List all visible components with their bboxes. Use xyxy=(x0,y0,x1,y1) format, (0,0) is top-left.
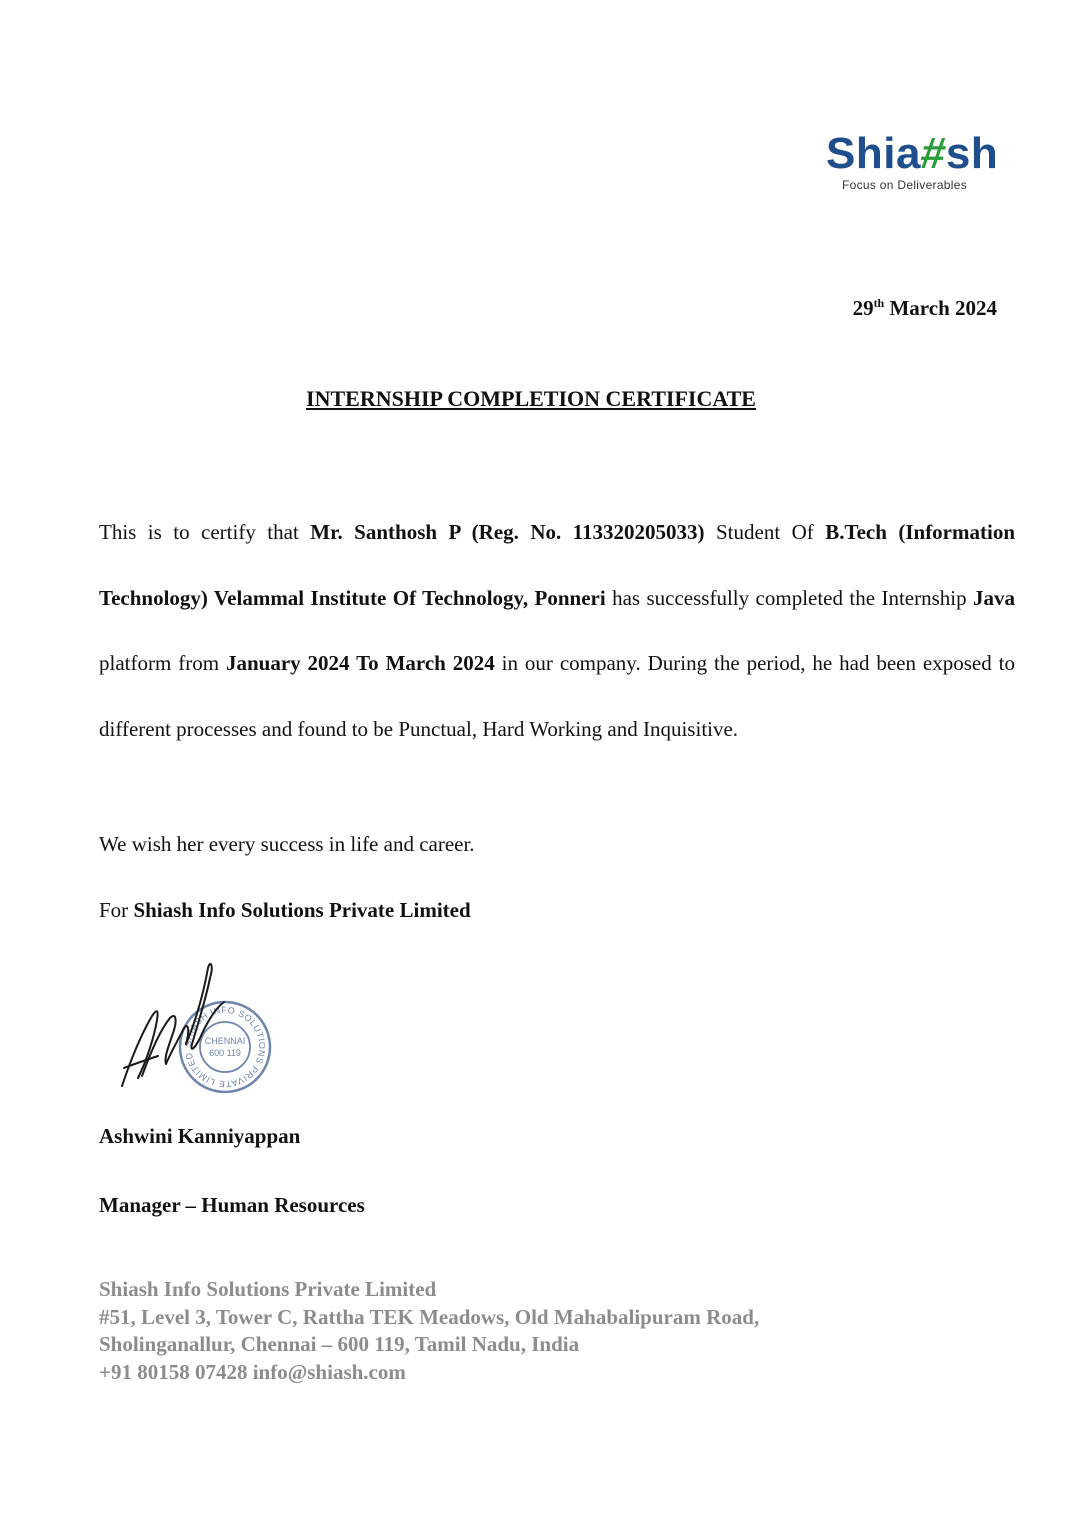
wish-line: We wish her every success in life and career. xyxy=(99,832,475,856)
logo-tagline: Focus on Deliverables xyxy=(842,178,968,192)
stamp-ring-text: SHIASH INFO SOLUTIONS PRIVATE LIMITED xyxy=(182,1004,268,1090)
certificate-title: INTERNSHIP COMPLETION CERTIFICATE xyxy=(306,386,756,411)
student-name-reg: Mr. Santhosh P (Reg. No. 113320205033) xyxy=(310,520,705,544)
internship-platform: Java xyxy=(973,585,1016,610)
for-company-name: Shiash Info Solutions Private Limited xyxy=(133,898,471,922)
footer-address-line-2: Sholinganallur, Chennai – 600 119, Tamil Nadu, India xyxy=(99,1332,580,1356)
stamp-city: CHENNAI xyxy=(204,1036,246,1046)
date-month-year: March 2024 xyxy=(889,296,997,320)
logo-word-end: sh xyxy=(945,129,999,178)
body-text-5: in our company. During the period, he had been exposed to different processes and found to be Punctual, Hard Working and Inquisitive. xyxy=(99,651,1015,741)
logo-word-start: Shia xyxy=(826,129,921,178)
signature-and-stamp xyxy=(112,958,272,1093)
logo-hash: # xyxy=(917,129,950,178)
date-suffix: th xyxy=(873,296,885,310)
company-logo xyxy=(826,128,1001,198)
footer-contact: +91 80158 07428 info@shiash.com xyxy=(99,1359,406,1384)
issue-date xyxy=(853,296,997,321)
stamp-pin: 600 119 xyxy=(209,1048,241,1058)
for-prefix: For xyxy=(99,898,134,922)
for-company-line xyxy=(99,898,471,923)
footer-address-line-1: #51, Level 3, Tower C, Rattha TEK Meadows, Old Mahabalipuram Road, xyxy=(99,1304,760,1329)
footer-company: Shiash Info Solutions Private Limited xyxy=(99,1277,437,1301)
handwritten-signature xyxy=(122,964,224,1086)
body-text-3: has successfully completed the Internship xyxy=(605,585,974,610)
footer-address-block xyxy=(99,1276,759,1386)
degree-institute: B.Tech (Information Technology) Velammal Institute Of Technology, Ponneri xyxy=(99,520,1016,610)
body-text-1: This is to certify that xyxy=(99,520,311,544)
signer-title: Manager – Human Resources xyxy=(99,1193,365,1217)
body-text-4: platform from xyxy=(99,651,226,675)
date-day: 29 xyxy=(852,296,874,320)
internship-period: January 2024 To March 2024 xyxy=(225,651,495,675)
body-text-2: Student Of xyxy=(704,520,826,544)
certificate-body xyxy=(99,500,1015,762)
signer-name: Ashwini Kanniyappan xyxy=(99,1124,301,1148)
logo-wordmark xyxy=(826,128,998,180)
